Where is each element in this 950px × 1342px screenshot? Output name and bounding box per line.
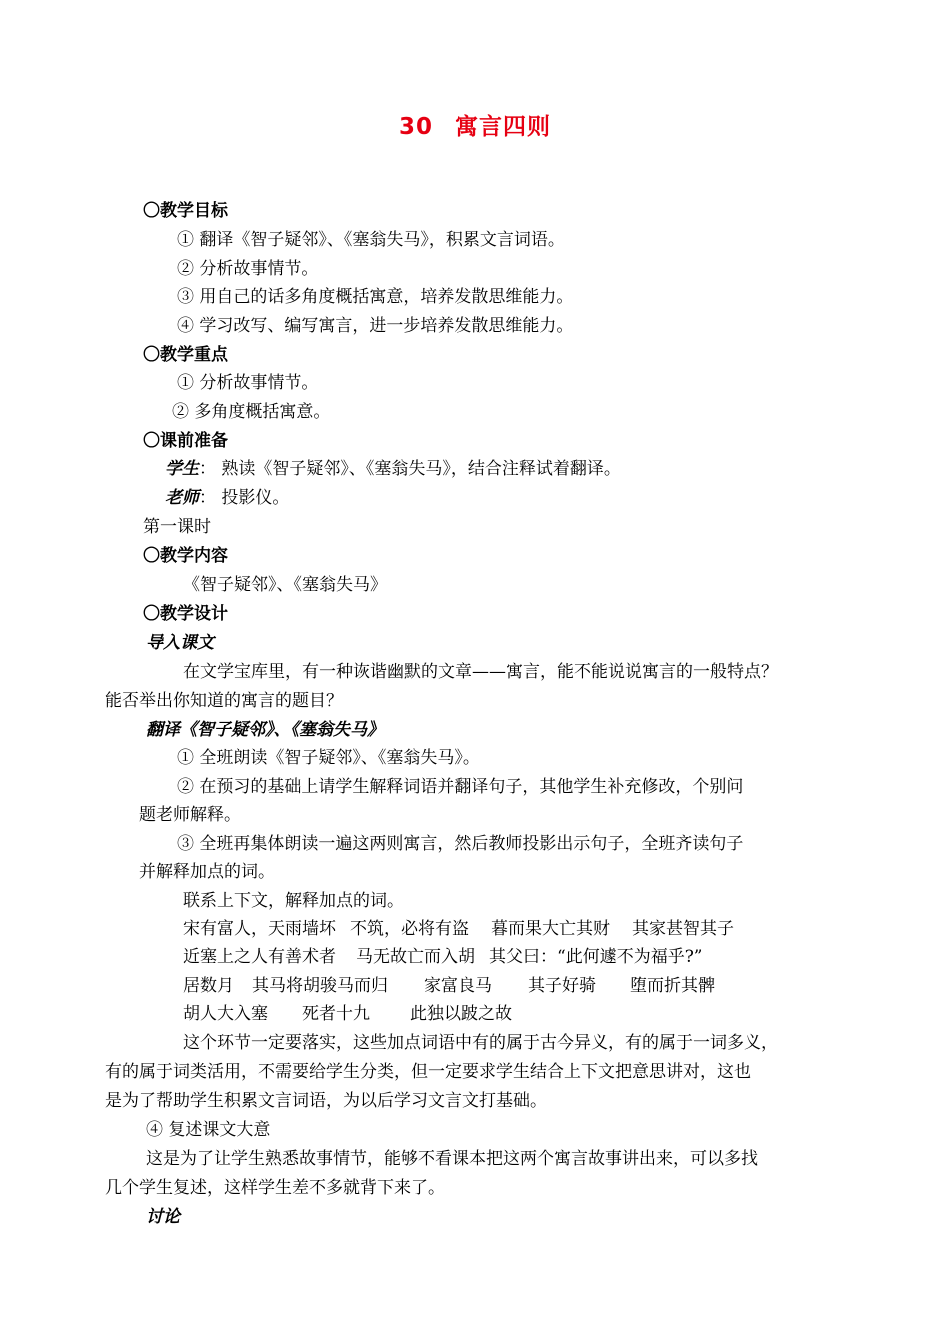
sentence: 此独以跛之故 [410, 1004, 512, 1024]
sentence: 其子好骑 [528, 976, 596, 996]
note-paragraph: 是为了帮助学生积累文言词语，为以后学习文言文打基础。 [105, 1091, 547, 1111]
sentence: 近塞上之人有善术者 [183, 947, 336, 967]
sentence-row [183, 945, 703, 969]
sentence-row [183, 917, 734, 941]
sentence-row [183, 1002, 512, 1026]
focus-item: ① 分析故事情节。 [177, 373, 319, 393]
note-paragraph: 有的属于词类活用，不需要给学生分类，但一定要求学生结合上下文把意思讲对，这也 [105, 1062, 751, 1082]
goal-item: ② 分析故事情节。 [177, 259, 319, 279]
intro-paragraph: 在文学宝库里，有一种诙谐幽默的文章——寓言，能不能说说寓言的一般特点？ [183, 662, 778, 682]
step-3: ③ 全班再集体朗读一遍这两则寓言，然后教师投影出示句子，全班齐读句子 [177, 834, 744, 854]
sentence: 死者十九 [302, 1004, 370, 1024]
teacher-label: 老师 [165, 488, 199, 508]
retell-paragraph: 这是为了让学生熟悉故事情节，能够不看课本把这两个寓言故事讲出来，可以多找 [146, 1149, 758, 1169]
sentence: 马无故亡而入胡 [356, 947, 475, 967]
step-1: ① 全班朗读《智子疑邻》、《塞翁失马》。 [177, 748, 480, 768]
intro-paragraph: 能否举出你知道的寓言的题目？ [105, 691, 343, 711]
step-3-cont: 并解释加点的词。 [139, 862, 275, 882]
goals-heading: 〇教学目标 [143, 201, 228, 221]
retell-paragraph: 几个学生复述，这样学生差不多就背下来了。 [105, 1178, 445, 1198]
sentence: 居数月 [183, 976, 234, 996]
exercise-prompt: 联系上下文，解释加点的词。 [183, 891, 404, 911]
sentence: 堕而折其髀 [630, 976, 715, 996]
sentence: 其马将胡骏马而归 [252, 976, 388, 996]
prep-teacher [165, 486, 289, 510]
retell-heading: ④ 复述课文大意 [146, 1120, 271, 1140]
sentence: 其家甚智其子 [632, 919, 734, 939]
student-label: 学生 [165, 459, 199, 479]
lesson-period: 第一课时 [143, 517, 211, 537]
intro-heading: 导入课文 [146, 633, 214, 653]
step-2: ② 在预习的基础上请学生解释词语并翻译句子，其他学生补充修改，个别问 [177, 777, 744, 797]
sentence: 暮而果大亡其财 [491, 919, 610, 939]
goal-item: ④ 学习改写、编写寓言，进一步培养发散思维能力。 [177, 316, 574, 336]
step-2-cont: 题老师解释。 [139, 805, 241, 825]
content-text: 《智子疑邻》、《塞翁失马》 [183, 575, 387, 595]
sentence: 不筑，必将有盗 [350, 919, 469, 939]
content-heading: 〇教学内容 [143, 546, 228, 566]
focus-item: ② 多角度概括寓意。 [172, 402, 331, 422]
prep-heading: 〇课前准备 [143, 431, 228, 451]
lesson-number: 30 [398, 114, 433, 140]
sentence: 其父曰：“此何遽不为福乎?” [489, 947, 703, 967]
sentence: 宋有富人，天雨墙坏 [183, 919, 336, 939]
sentence: 胡人大入塞 [183, 1004, 268, 1024]
sentence-row [183, 974, 715, 998]
translate-heading: 翻译《智子疑邻》、《塞翁失马》 [146, 720, 384, 740]
page-title [0, 108, 950, 141]
goal-item: ③ 用自己的话多角度概括寓意，培养发散思维能力。 [177, 287, 574, 307]
goal-item: ① 翻译《智子疑邻》、《塞翁失马》，积累文言词语。 [177, 230, 565, 250]
lesson-title: 寓言四则 [455, 114, 551, 140]
discuss-heading: 讨论 [146, 1207, 180, 1227]
focus-heading: 〇教学重点 [143, 345, 228, 365]
teacher-text: ： 投影仪。 [199, 488, 290, 508]
prep-student [165, 457, 621, 481]
student-text: ： 熟读《智子疑邻》、《塞翁失马》，结合注释试着翻译。 [199, 459, 621, 479]
sentence: 家富良马 [424, 976, 492, 996]
design-heading: 〇教学设计 [143, 604, 228, 624]
note-paragraph: 这个环节一定要落实，这些加点词语中有的属于古今异义，有的属于一词多义， [183, 1033, 778, 1053]
